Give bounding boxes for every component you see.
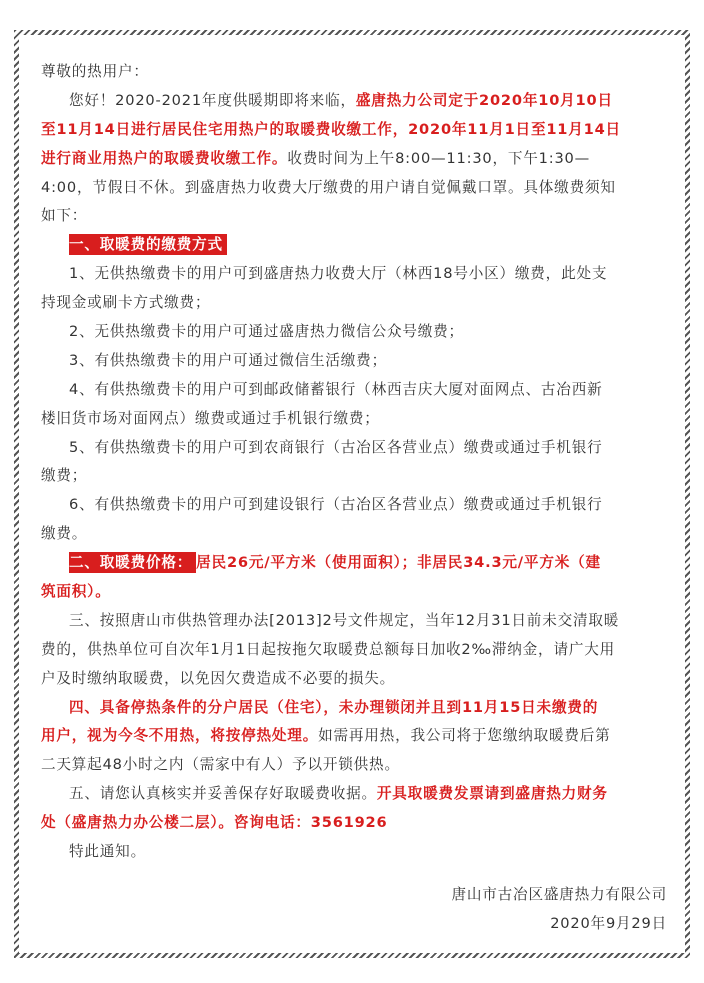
section-3-line-2: 费的，供热单位可自次年1月1日起按拖欠取暖费总额每日加收2‰滞纳金，请广大用 — [41, 640, 616, 658]
section-4-highlight: 用户，视为今冬不用热，将按停热处理。 — [41, 727, 319, 745]
intro-line-5: 如下： — [41, 207, 88, 225]
section-4-line-2 — [41, 722, 665, 751]
greeting: 尊敬的热用户： — [41, 63, 149, 80]
sec1-item-5-line-2: 缴费； — [41, 467, 88, 485]
sec1-item-4-line-1: 4、有供热缴费卡的用户可到邮政储蓄银行（林西吉庆大厦对面网点、古冶西新 — [69, 380, 603, 398]
section-4-line-1 — [41, 694, 665, 723]
intro-highlight: 进行商业用热户的取暖费收缴工作。 — [41, 149, 288, 167]
sec1-item-4-line-2: 楼旧货市场对面网点）缴费或通过手机银行缴费； — [41, 409, 380, 427]
section-5-line-2: 处（盛唐热力办公楼二层）。咨询电话：3561926 — [41, 814, 388, 832]
section-3-line-3: 户及时缴纳取暖费，以免因欠费造成不必要的损失。 — [41, 669, 396, 687]
sec1-item-3: 3、有供热缴费卡的用户可通过微信生活缴费； — [69, 351, 387, 369]
intro-line-3 — [41, 145, 665, 174]
section-5-text: 五、请您认真核实并妥善保存好取暖费收据。 — [69, 785, 377, 803]
section-4-line-3: 二天算起48小时之内（需家中有人）予以开锁供热。 — [41, 756, 400, 774]
price-text: 居民26元/平方米（使用面积）；非居民34.3元/平方米（建 — [196, 554, 601, 572]
notice-frame — [14, 30, 690, 958]
section-1-heading-line — [41, 231, 665, 260]
section-5-highlight: 开具取暖费发票请到盛唐热力财务 — [376, 785, 608, 803]
intro-highlight: 盛唐热力公司定于2020年10月10日 — [355, 91, 613, 109]
section-2-line-1 — [41, 549, 665, 578]
intro-text: 收费时间为上午8:00—11:30，下午1:30— — [287, 149, 591, 167]
section-2-heading: 二、取暖费价格： — [69, 552, 196, 573]
sec1-item-5-line-1: 5、有供热缴费卡的用户可到农商银行（古冶区各营业点）缴费或通过手机银行 — [69, 438, 603, 456]
sec1-item-2: 2、无供热缴费卡的用户可通过盛唐热力微信公众号缴费； — [69, 323, 464, 341]
notice-body — [19, 35, 685, 953]
section-2-line-2: 筑面积）。 — [41, 583, 111, 601]
section-5-line-1 — [41, 780, 665, 809]
signature-date: 2020年9月29日 — [550, 915, 667, 932]
section-3-line-1: 三、按照唐山市供热管理办法[2013]2号文件规定，当年12月31日前未交清取暖 — [69, 611, 620, 629]
section-4-highlight: 具备停热条件的分户居民（住宅），未办理锁闭并且到11月15日未缴费的 — [99, 698, 599, 716]
intro-line-4: 4:00，节假日不休。到盛唐热力收费大厅缴费的用户请自觉佩戴口罩。具体缴费须知 — [41, 178, 616, 196]
sec1-item-1-line-1: 1、无供热缴费卡的用户可到盛唐热力收费大厅（林西18号小区）缴费，此处支 — [69, 265, 608, 283]
section-1-heading: 一、取暖费的缴费方式 — [69, 234, 227, 255]
intro-line-1 — [41, 87, 665, 116]
signature-company: 唐山市古冶区盛唐热力有限公司 — [451, 886, 667, 903]
intro-text: 您好！2020-2021年度供暖期即将来临， — [69, 91, 356, 109]
section-4-text: 如需再用热，我公司将于您缴纳取暖费后第 — [318, 727, 611, 745]
sec1-item-6-line-2: 缴费。 — [41, 525, 88, 543]
section-4-number: 四、 — [69, 698, 100, 716]
sec1-item-1-line-2: 持现金或刷卡方式缴费； — [41, 294, 211, 312]
intro-line-2: 至11月14日进行居民住宅用热户的取暖费收缴工作，2020年11月1日至11月14日 — [41, 120, 621, 138]
closing: 特此通知。 — [69, 843, 146, 861]
sec1-item-6-line-1: 6、有供热缴费卡的用户可到建设银行（古冶区各营业点）缴费或通过手机银行 — [69, 496, 603, 514]
